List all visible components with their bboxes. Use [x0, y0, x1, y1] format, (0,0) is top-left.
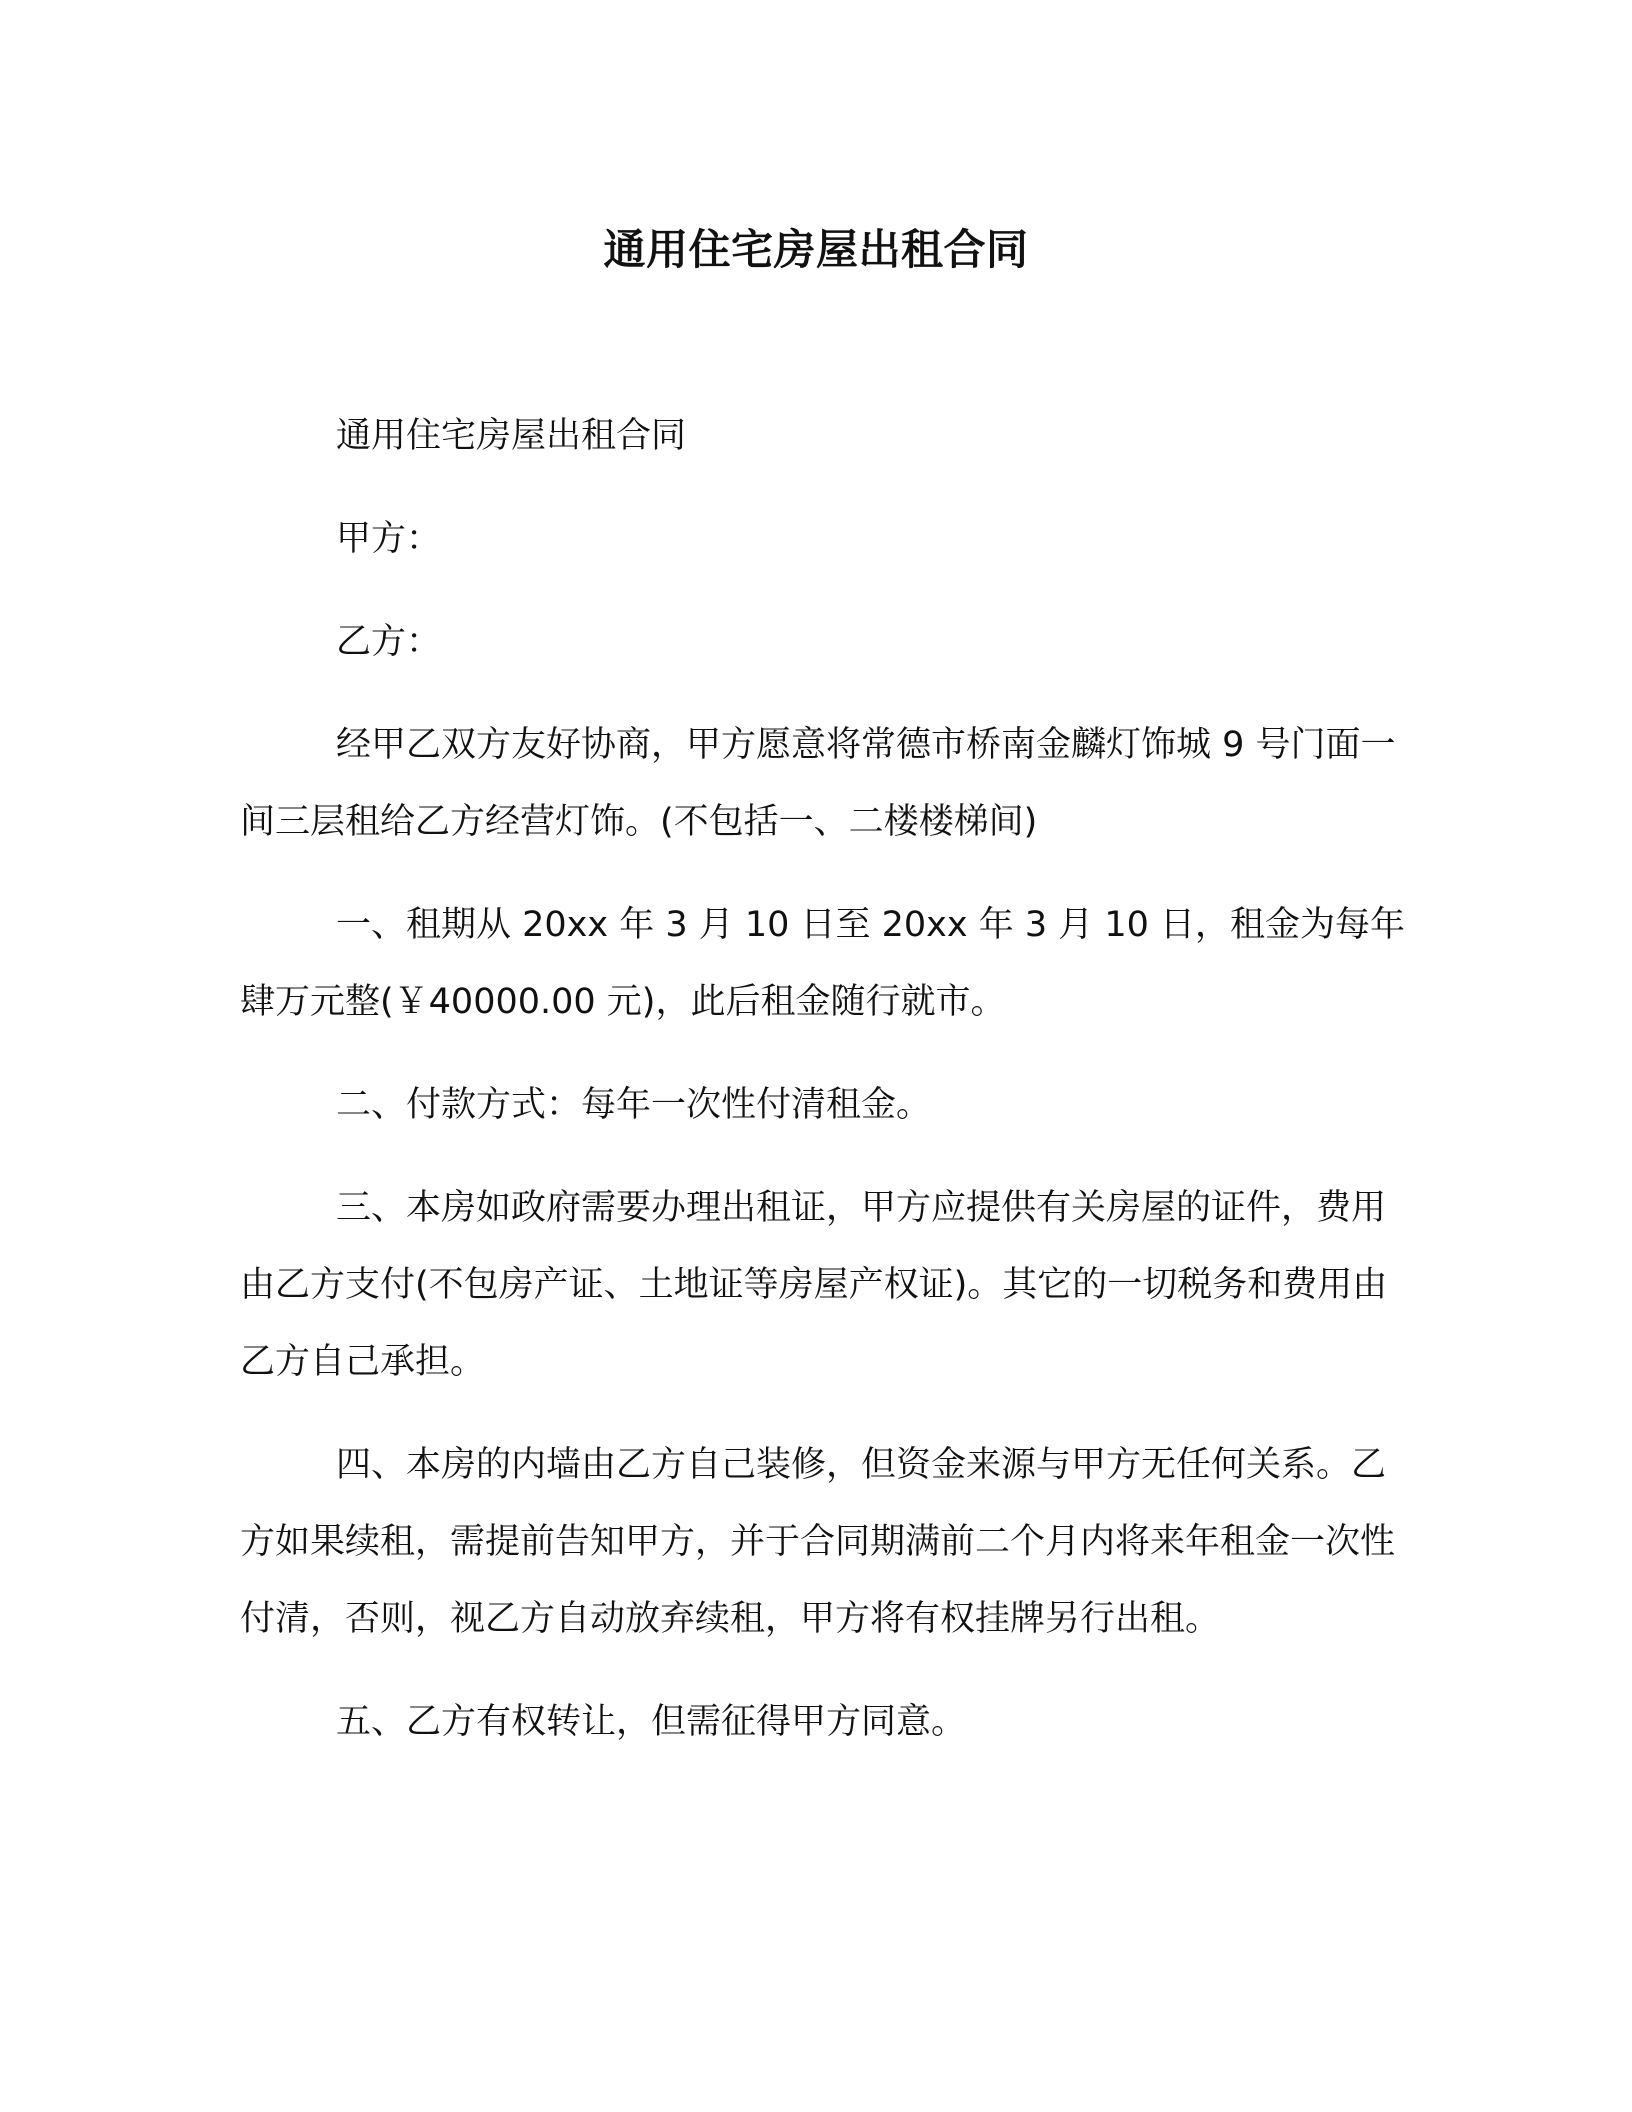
- paragraph-subtitle: 通用住宅房屋出租合同: [336, 416, 687, 456]
- paragraph-clause-5: 五、乙方有权转让，但需征得甲方同意。: [336, 1702, 967, 1742]
- document-body: [240, 398, 1415, 1787]
- paragraph-preamble: 经甲乙双方友好协商，甲方愿意将常德市桥南金麟灯饰城 9 号门面一间三层租给乙方经营灯饰。(不包括一、二楼楼梯间): [240, 725, 1396, 842]
- paragraph-party-b: 乙方：: [336, 622, 442, 662]
- document-title: 通用住宅房屋出租合同: [603, 225, 1029, 274]
- paragraph-clause-1: 一、租期从 20xx 年 3 月 10 日至 20xx 年 3 月 10 日，租金为每年肆万元整(￥40000.00 元)，此后租金随行就市。: [240, 905, 1406, 1022]
- paragraph-clause-3: 三、本房如政府需要办理出租证，甲方应提供有关房屋的证件，费用由乙方支付(不包房产证、土地证等房屋产权证)。其它的一切税务和费用由乙方自己承担。: [240, 1188, 1388, 1382]
- paragraph-clause-2: 二、付款方式：每年一次性付清租金。: [336, 1085, 932, 1125]
- paragraph-party-a: 甲方：: [336, 519, 442, 559]
- paragraph-clause-4: 四、本房的内墙由乙方自己装修，但资金来源与甲方无任何关系。乙方如果续租，需提前告知甲方，并于合同期满前二个月内将来年租金一次性付清，否则，视乙方自动放弃续租，甲方将有权挂牌另行出租。: [240, 1445, 1396, 1639]
